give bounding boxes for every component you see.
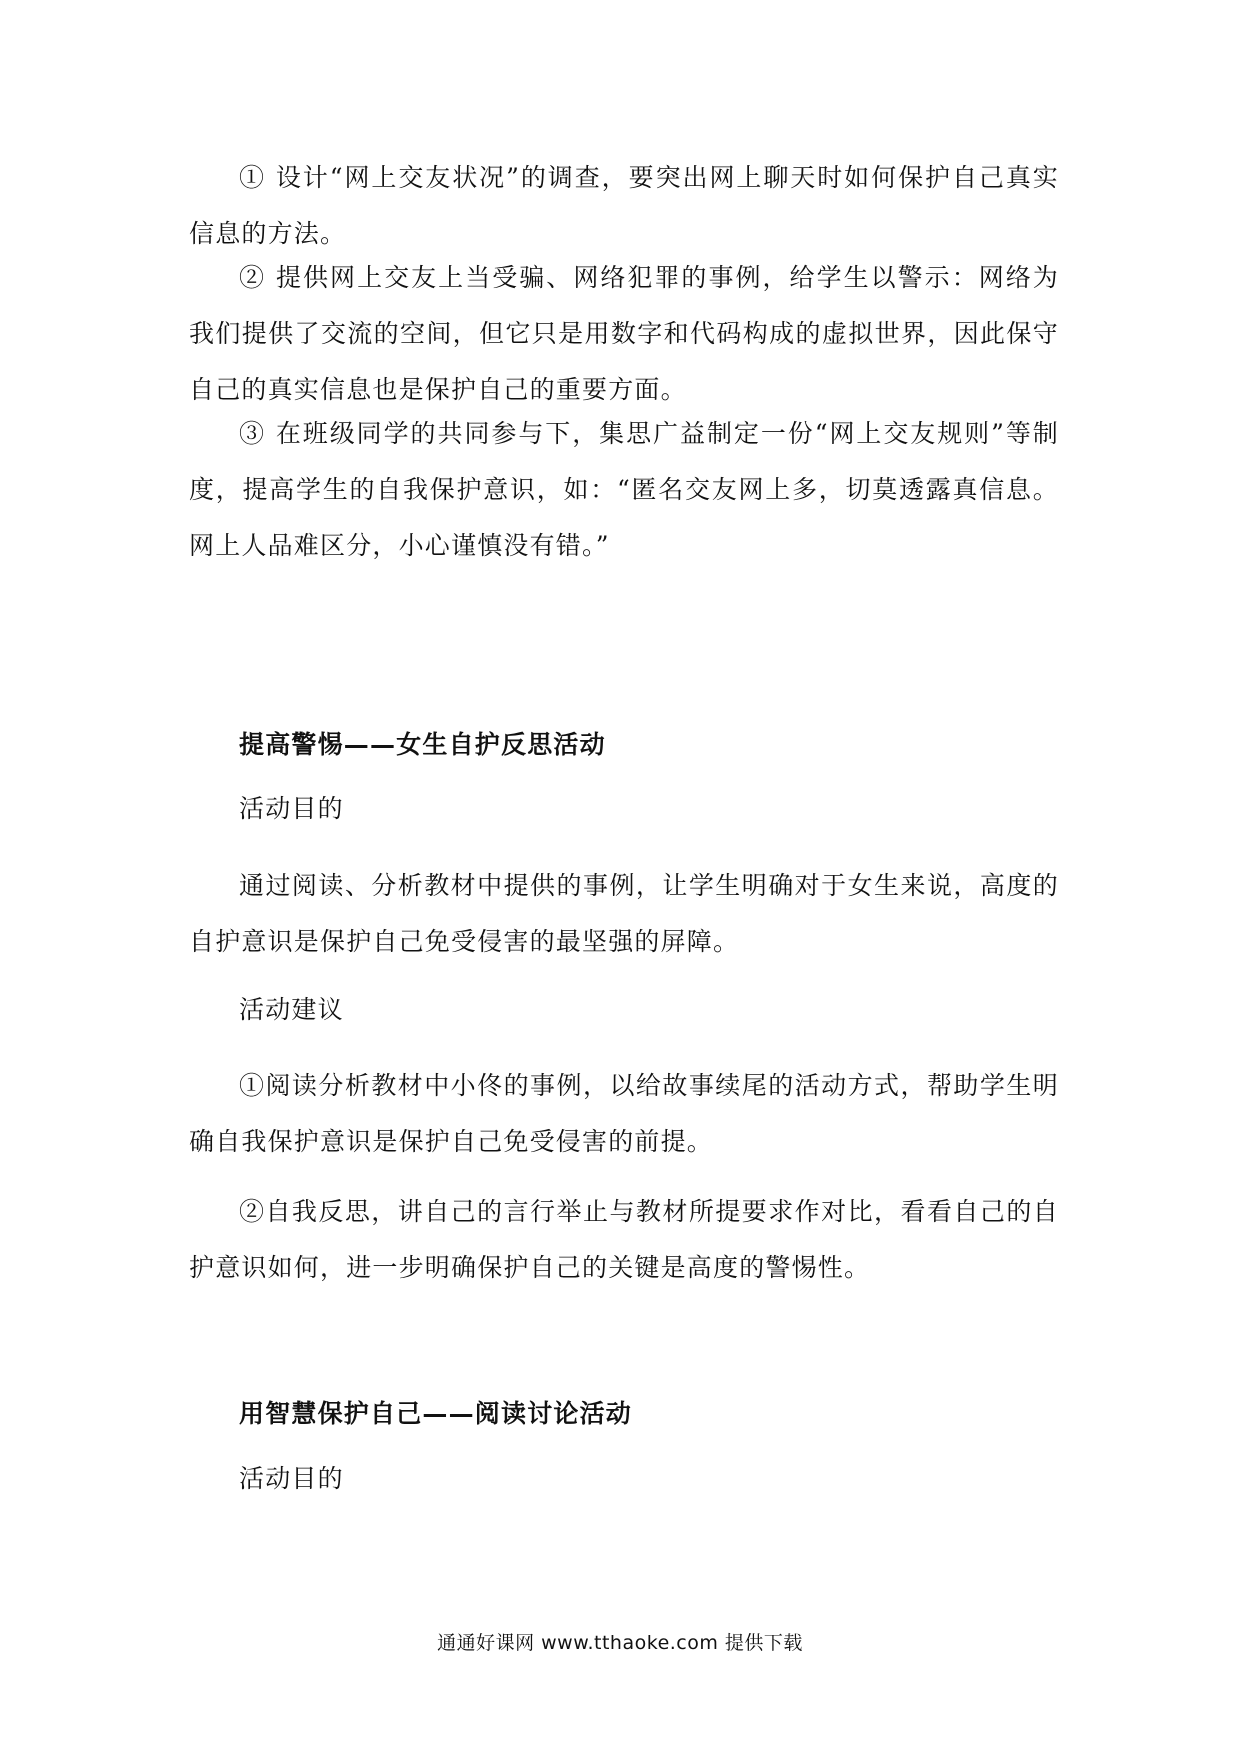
paragraph-item-1: ① 设计“网上交友状况”的调查，要突出网上聊天时如何保护自己真实信息的方法。 xyxy=(189,163,1059,248)
activity-purpose-label-2: 活动目的 xyxy=(239,1464,344,1493)
activity-purpose-label: 活动目的 xyxy=(239,794,344,823)
paragraph-item-2: ② 提供网上交友上当受骗、网络犯罪的事例，给学生以警示：网络为我们提供了交流的空间，但它只是用数字和代码构成的虚拟世界，因此保守自己的真实信息也是保护自己的重要方面。 xyxy=(189,263,1059,404)
activity-purpose-text: 通过阅读、分析教材中提供的事例，让学生明确对于女生来说，高度的自护意识是保护自己免受侵害的最坚强的屏障。 xyxy=(189,871,1059,956)
section-heading-wisdom: 用智慧保护自己——阅读讨论活动 xyxy=(239,1399,633,1428)
paragraph-item-3: ③ 在班级同学的共同参与下，集思广益制定一份“网上交友规则”等制度，提高学生的自我保护意识，如：“匿名交友网上多，切莫透露真信息。网上人品难区分，小心谨慎没有错。” xyxy=(189,419,1059,560)
suggestion-item-1: ①阅读分析教材中小佟的事例，以给故事续尾的活动方式，帮助学生明确自我保护意识是保护自己免受侵害的前提。 xyxy=(189,1071,1059,1156)
suggestion-item-2: ②自我反思，讲自己的言行举止与教材所提要求作对比，看看自己的自护意识如何，进一步明确保护自己的关键是高度的警惕性。 xyxy=(189,1197,1059,1282)
section-heading-vigilance: 提高警惕——女生自护反思活动 xyxy=(239,730,606,759)
page-footer: 通通好课网 www.tthaoke.com 提供下载 xyxy=(437,1632,803,1654)
activity-suggestion-label: 活动建议 xyxy=(239,995,344,1024)
